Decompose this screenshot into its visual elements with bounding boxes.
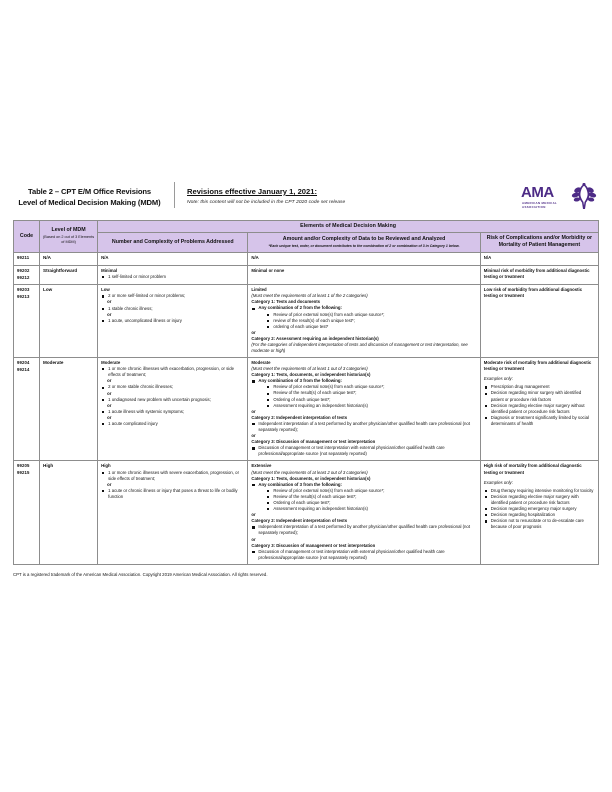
example-item: Decision regarding elective major surgery without identified patient or procedure risk factors [484, 403, 595, 415]
cell-level: Low [40, 285, 98, 358]
problems-heading: Low [101, 287, 110, 293]
bullet-item: 2 or more stable chronic illnesses; [101, 384, 244, 390]
category-2-list [251, 524, 476, 536]
title-line-1: Table 2 – CPT E/M Office Revisions [27, 187, 152, 196]
category-1-item: Review of prior external note(s) from each unique source*; [266, 384, 476, 390]
col-header-problems: Number and Complexity of Problems Addressed [98, 233, 248, 253]
bullet-item: 1 undiagnosed new problem with uncertain prognosis; [101, 397, 244, 403]
col-header-code: Code [14, 221, 40, 253]
category-2-note: (For the categories of independent interpretation of tests and discussion of management or test interpretation, see moderate or high) [251, 342, 468, 354]
risk-heading: Low risk of morbidity from additional diagnostic testing or treatment [483, 287, 583, 299]
cell-problems [98, 285, 248, 358]
document-header [13, 182, 599, 220]
table-body [14, 253, 599, 565]
category-1-sublist [266, 312, 476, 330]
problems-heading: N/A [101, 255, 109, 261]
cell-risk [480, 285, 598, 358]
example-item: Decision not to resuscitate or to de-escalate care because of poor prognosis [484, 518, 595, 530]
table-group-header-row [14, 221, 599, 233]
ama-wordmark: AMA [521, 184, 554, 201]
example-item: Decision regarding minor surgery with identified patient or procedure risk factors [484, 390, 595, 402]
category-1-item: Review of prior external note(s) from each unique source*; [266, 312, 476, 318]
or-separator: or [107, 481, 112, 487]
category-2-title: Category 2: Independent interpretation of tests [251, 414, 348, 420]
cell-problems [98, 358, 248, 461]
table-row [14, 461, 599, 564]
category-1-item: review of the result(s) of each unique test*; [266, 318, 476, 324]
or-separator: or [107, 402, 112, 408]
category-1-title: Category 1: Tests, documents, or independent historian(s) [251, 372, 371, 378]
mdm-table [13, 220, 599, 565]
cell-problems [98, 253, 248, 266]
cpt-code: 99212 [17, 274, 30, 280]
table-row [14, 358, 599, 461]
cell-level: Moderate [40, 358, 98, 461]
examples-label: Examples only: [483, 376, 513, 382]
bullet-item: 1 acute illness with systemic symptoms; [101, 409, 244, 415]
category-1-item: Ordering of each unique test*; [266, 500, 476, 506]
data-subheading: (Must meet the requirements of at least 2 out of 3 categories) [251, 469, 368, 475]
bullet-item: 1 or more chronic illnesses with severe exacerbation, progression, or side effects of treatment; [101, 470, 244, 482]
cell-risk [480, 253, 598, 266]
bullet-list [101, 470, 244, 500]
data-heading: N/A [251, 255, 259, 261]
ama-subtext: AMERICAN MEDICAL ASSOCIATION [522, 201, 558, 210]
cell-code [14, 461, 40, 564]
or-separator: or [251, 408, 256, 414]
examples-list [484, 488, 595, 531]
examples-label: Examples only: [483, 479, 513, 485]
footer-copyright: CPT is a registered trademark of the American Medical Association. Copyright 2019 American Medical Association. All rights reserved. [13, 572, 268, 577]
bullet-item: 2 or more self-limited or minor problems; [101, 293, 244, 299]
cell-code [14, 265, 40, 284]
category-1-item: Review of the result(s) of each unique test*; [266, 390, 476, 396]
revisions-note: Note: this content will not be included in the CPT 2020 code set release [187, 199, 346, 205]
cell-level: N/A [40, 253, 98, 266]
example-item: Diagnosis or treatment significantly limited by social determinants of health [484, 415, 595, 427]
col-header-risk: Risk of Complications and/or Morbidity or Mortality of Patient Management [480, 233, 598, 253]
category-2-item: Independent interpretation of a test performed by another physician/other qualified health care professional (not separately reported); [251, 421, 476, 433]
title-line-2: Level of Medical Decision Making (MDM) [18, 198, 161, 207]
category-1-item: ordering of each unique test* [266, 324, 476, 330]
data-heading: Minimal or none [251, 267, 285, 273]
table-sheet [13, 182, 599, 565]
col-header-level [40, 221, 98, 253]
cell-data [248, 253, 480, 266]
cell-code [14, 285, 40, 358]
cpt-code: 99205 [17, 463, 30, 469]
bullet-item: 1 or more chronic illnesses with exacerbation, progression, or side effects of treatment; [101, 366, 244, 378]
category-1-list [251, 378, 476, 408]
cell-risk [480, 265, 598, 284]
risk-heading: N/A [483, 255, 492, 261]
category-1-item: Review of the result(s) of each unique test*; [266, 494, 476, 500]
category-3-list [251, 445, 476, 457]
col-header-data [248, 233, 480, 253]
category-2-title: Category 2: Assessment requiring an independent historian(s) [251, 335, 379, 341]
example-item: Decision regarding emergency major surgery [484, 506, 595, 512]
ama-caduceus-icon [571, 183, 597, 211]
cell-risk [480, 358, 598, 461]
logo-area [511, 182, 599, 214]
revisions-heading: Revisions effective January 1, 2021: [187, 187, 318, 196]
page-title [13, 182, 175, 208]
category-1-item: Ordering of each unique test*; [266, 397, 476, 403]
or-separator: or [107, 414, 112, 420]
cpt-code: 99215 [17, 470, 30, 476]
category-1-sublist [266, 384, 476, 408]
data-heading: Moderate [251, 360, 271, 366]
cell-data [248, 358, 480, 461]
cpt-code: 99202 [17, 267, 30, 273]
problems-heading: Moderate [101, 360, 121, 366]
bullet-item: 1 acute, uncomplicated illness or injury [101, 318, 244, 324]
risk-heading: High risk of mortality from additional diagnostic testing or treatment [483, 463, 582, 475]
bullet-item: 1 stable chronic illness; [101, 306, 244, 312]
col-header-data-text: Amount and/or Complexity of Data to be Reviewed and Analyzed [282, 235, 446, 242]
example-item: Decision regarding hospitalization [484, 512, 595, 518]
category-3-item: Discussion of management or test interpretation with external physician/other qualified health care professional/appropriate source (not separately reported) [251, 445, 476, 457]
category-1-lead: Any combination of 2 from the following: Review of prior external note(s) from each unique source*; review of the result(s) of each unique test*; ordering of each unique test* [251, 305, 476, 329]
ama-logo [519, 184, 599, 214]
examples-list [484, 384, 595, 427]
category-3-title: Category 3: Discussion of management or test interpretation [251, 439, 376, 445]
cell-level: Straightforward [40, 265, 98, 284]
or-separator: or [251, 512, 256, 518]
col-header-elements-group: Elements of Medical Decision Making [98, 221, 599, 233]
cpt-code: 99203 [17, 287, 30, 293]
or-separator: or [107, 390, 112, 396]
example-item: Decision regarding elective major surgery with identified patient or procedure risk factors [484, 494, 595, 506]
table-row [14, 253, 599, 266]
category-3-list [251, 549, 476, 561]
category-1-list [251, 482, 476, 512]
category-3-item: Discussion of management or test interpretation with external physician/other qualified health care professional/appropriate source (not separately reported) [251, 549, 476, 561]
cpt-code: 99211 [17, 255, 30, 261]
category-2-item: Independent interpretation of a test performed by another physician/other qualified health care professional (not separately reported); [251, 524, 476, 536]
cpt-code: 99204 [17, 360, 30, 366]
cell-code [14, 358, 40, 461]
or-separator: or [251, 536, 256, 542]
cell-problems [98, 265, 248, 284]
data-subheading: (Must meet the requirements of at least 1 out of 3 categories) [251, 366, 368, 372]
revisions-block [175, 182, 511, 205]
cpt-code: 99213 [17, 293, 30, 299]
category-1-item: Assessment requiring an independent historian(s) [266, 506, 476, 512]
category-1-lead: Any combination of 3 from the following: Review of prior external note(s) from each unique source*; Review of the result(s) of each unique test*; Ordering of each unique test*; Assessment requiring an independent historian(s) [251, 378, 476, 408]
category-3-title: Category 3: Discussion of management or test interpretation [251, 542, 376, 548]
example-item: Drug therapy requiring intensive monitoring for toxicity [484, 488, 595, 494]
cell-data [248, 461, 480, 564]
data-heading: Extensive [251, 463, 272, 469]
category-1-item: Review of prior external note(s) from each unique source*; [266, 488, 476, 494]
category-1-lead: Any combination of 3 from the following: Review of prior external note(s) from each unique source*; Review of the result(s) of each unique test*; Ordering of each unique test*; Assessment requiring an independent historian(s) [251, 482, 476, 512]
cell-problems [98, 461, 248, 564]
category-1-list [251, 305, 476, 329]
category-1-title: Category 1: Tests and documents [251, 299, 321, 305]
or-separator: or [251, 329, 256, 335]
table-row [14, 285, 599, 358]
cpt-code: 99214 [17, 366, 30, 372]
bullet-list [101, 274, 244, 280]
cell-risk [480, 461, 598, 564]
or-separator: or [251, 433, 256, 439]
risk-heading: Minimal risk of morbidity from additional diagnostic testing or treatment [483, 267, 590, 280]
cell-level: High [40, 461, 98, 564]
or-separator: or [107, 311, 112, 317]
category-2-title: Category 2: Independent interpretation of tests [251, 518, 348, 524]
col-header-data-note: *Each unique test, order, or document contributes to the combination of 2 or combination of 3 in Category 1 below. [268, 244, 460, 249]
col-header-level-subtext: (Based on 2 out of 3 Elements of MDM) [43, 235, 95, 245]
problems-heading: High [101, 463, 111, 469]
table-header-row [14, 233, 599, 253]
or-separator: or [107, 299, 112, 305]
cell-data [248, 265, 480, 284]
category-1-sublist [266, 488, 476, 512]
or-separator: or [107, 378, 112, 384]
data-heading: Limited [251, 287, 267, 293]
bullet-item: 1 acute or chronic illness or injury that poses a threat to life or bodily function [101, 488, 244, 500]
table-row [14, 265, 599, 284]
category-1-title: Category 1: Tests, documents, or independent historian(s) [251, 475, 371, 481]
problems-heading: Minimal [101, 267, 118, 273]
category-1-item: Assessment requiring an independent historian(s) [266, 403, 476, 409]
example-item: Prescription drug management [484, 384, 595, 390]
bullet-item: 1 self-limited or minor problem [101, 274, 244, 280]
data-subheading: (Must meet the requirements of at least 1 of the 2 categories) [251, 293, 368, 299]
bullet-list [101, 366, 244, 427]
category-2-list [251, 421, 476, 433]
bullet-list [101, 293, 244, 323]
cell-data [248, 285, 480, 358]
bullet-item: 1 acute complicated injury [101, 421, 244, 427]
col-header-level-text: Level of MDM [51, 226, 86, 233]
risk-heading: Moderate risk of mortality from additional diagnostic testing or treatment [483, 360, 592, 372]
cell-code [14, 253, 40, 266]
